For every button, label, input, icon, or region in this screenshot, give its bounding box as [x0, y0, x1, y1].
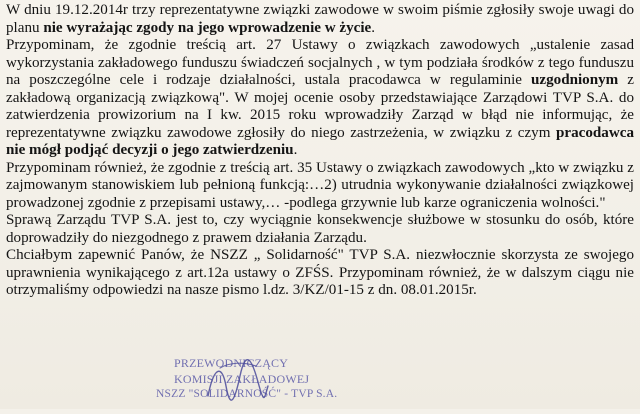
paragraph-1-text-c: .	[371, 19, 376, 36]
paragraph-1-text-a: W dniu 19.12.2014r trzy reprezentatywne związki zawodowe w swoim piśmie zgłosiły swoje uwagi do planu	[6, 2, 634, 36]
paragraph-2	[6, 37, 634, 160]
letter-body	[6, 2, 634, 300]
paragraph-5: Chciałbym zapewnić Panów, że NSZZ „ Solidarność" TVP S.A. niezwłocznie skorzysta ze swojego uprawnienia wynikającego z art.12a ustawy o ZFŚS. Przypominam również, że w dalszym ciągu nie otrzymaliśmy odpowiedzi na nasze pismo l.dz. 3/KZ/01-15 z dn. 08.01.2015r.	[6, 247, 634, 298]
paragraph-2-emphasis-2: pracodawca nie mógł podjąć decyzji o jego zatwierdzeniu	[6, 124, 634, 158]
paragraph-2-text-c: z zakładową organizacją związkową". W mojej ocenie osoby przedstawiające Zarządowi TVP S.A. do zatwierdzenia prowizorium na I kw. 2015 roku wprowadziły Zarząd w błąd nie informując, że reprezentatywne związku zawodowe zgłosiły do niego zastrzeżenia, w związku z czym	[6, 72, 634, 141]
paragraph-2-text-e: .	[293, 142, 298, 158]
paragraph-2-emphasis-1: uzgodnionym	[531, 72, 619, 88]
paragraph-3: Przypominam również, że zgodnie z treścią art. 35 Ustawy o związkach zawodowych „kto w związku z zajmowanym stanowiskiem lub pełnioną funkcją:…2) utrudnia wykonywanie działalności związkowej prowadzonej zgodnie z przepisami ustawy,… -podlega grzywnie lub karze ograniczenia wolności."	[6, 159, 634, 211]
paragraph-2-text-a: Przypominam, że zgodnie treścią art. 27 Ustawy o związkach zawodowych „ustalenie zasad wykorzystania zakładowego funduszu świadczeń socjalnych , w tym podziała środków z tego funduszu na poszczególne cele i rodzaje działalności, ustala pracodawca w regulaminie	[6, 37, 634, 88]
paragraph-1-emphasis: nie wyrażając zgody na jego wprowadzenie w życie	[43, 19, 372, 36]
stamp-line-2: KOMISJI ZAKŁADOWEJ	[174, 372, 310, 386]
paragraph-1	[6, 2, 634, 37]
stamp-line-1: PRZEWODNICZĄCY	[174, 356, 289, 370]
paragraph-4: Sprawą Zarządu TVP S.A. jest to, czy wyciągnie konsekwencje służbowe w stosunku do osób, które doprowadziły do niezgodnego z prawem działania Zarządu.	[6, 212, 634, 246]
stamp-line-3: NSZZ "SOLIDARNOŚĆ" - TVP S.A.	[156, 388, 338, 400]
handwritten-signature	[200, 356, 270, 406]
